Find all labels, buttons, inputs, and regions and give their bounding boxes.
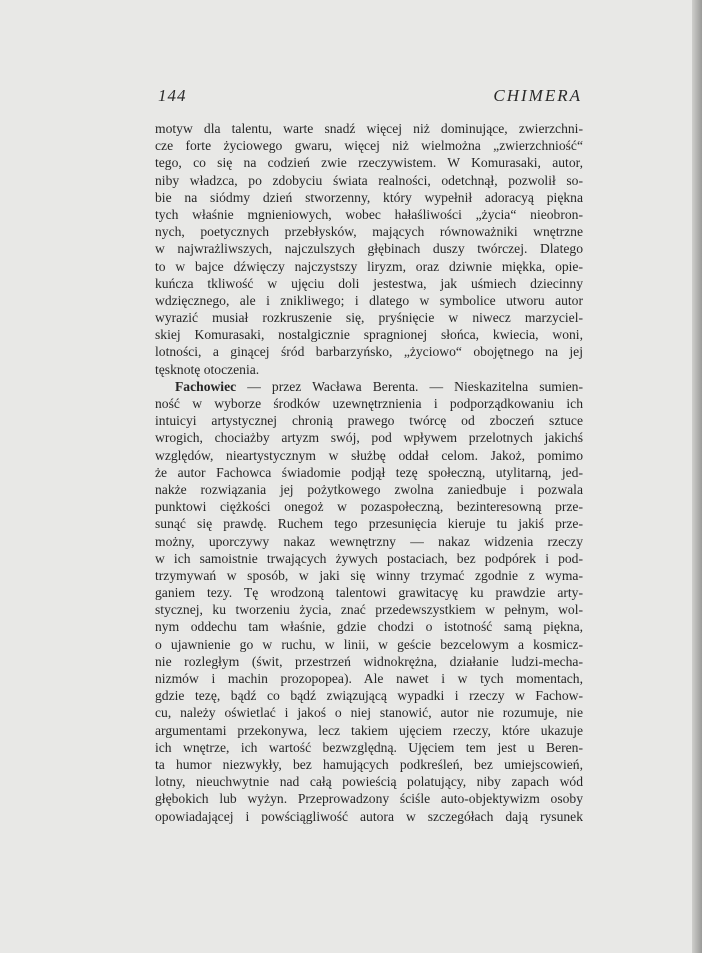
text-line bbox=[155, 584, 583, 601]
text-line-content: wrogich, chociażby artyzm swój, pod wpływem przelotnych jakichś bbox=[155, 430, 583, 446]
text-line-content: — przez Wacława Berenta. — Nieskazitelna sumien- bbox=[236, 378, 583, 394]
text-line-content: wdzięcznego, ale i znikliwego; i dlatego w symbolice utworu autor bbox=[155, 292, 583, 308]
text-line bbox=[155, 361, 583, 378]
text-line bbox=[155, 189, 583, 206]
text-line bbox=[155, 739, 583, 756]
text-line-content: tego, co się na codzień zwie rzeczywistem. W Komurasaki, autor, bbox=[155, 155, 583, 171]
text-line-content: nizmów i machin prozopopea). Ale nawet i w tych momentach, bbox=[155, 671, 583, 686]
section-lead: Fachowiec bbox=[175, 378, 237, 394]
text-line-content: trzymywań w sposób, w jaki się winny trzymać zgodnie z wyma- bbox=[155, 567, 583, 583]
text-line-content: ta humor niezwykły, bez hamujących podkreśleń, bez umiejscowień, bbox=[155, 756, 583, 772]
text-line-content: to w bajce dźwięczy najczystszy liryzm, oraz dziwnie miękka, opie- bbox=[155, 258, 583, 274]
text-line-content: ność w wyborze środków uzewnętrznienia i podporządkowaniu ich bbox=[155, 396, 583, 411]
text-line bbox=[155, 790, 583, 807]
text-line-content: argumentami przekonywa, lecz takiem ujęciem rzeczy, które ukazuje bbox=[155, 722, 583, 738]
text-line-content: tych właśnie mgnieniowych, wobec hałaśliwości „życia“ nieobron- bbox=[155, 206, 583, 222]
text-line bbox=[155, 326, 583, 343]
text-line bbox=[155, 481, 583, 498]
text-line bbox=[155, 412, 583, 429]
text-line-content: tęsknotę otoczenia. bbox=[155, 361, 260, 377]
text-line-content: że autor Fachowca świadomie podjął tezę społeczną, utylitarną, jed- bbox=[155, 464, 583, 480]
text-line bbox=[155, 378, 583, 395]
text-line-content: nakże rozwiązania jej pożytkowego zwolna zaniedbuje i pozwala bbox=[155, 481, 583, 497]
text-line bbox=[155, 240, 583, 257]
text-line-content: cu, należy oświetlać i jakoś o niej stanowić, autor nie rozumuje, nie bbox=[155, 705, 583, 721]
text-line bbox=[155, 567, 583, 584]
text-line bbox=[155, 515, 583, 532]
text-line bbox=[155, 275, 583, 292]
text-line-content: opowiadającej i powściągliwość autora w szczegółach dają rysunek bbox=[155, 808, 583, 824]
text-line bbox=[155, 773, 583, 790]
text-line bbox=[155, 533, 583, 550]
text-line-content: w najwrażliwszych, najczulszych głębinach duszy twórczej. Dlatego bbox=[155, 241, 583, 257]
page-edge-shadow bbox=[692, 0, 702, 953]
text-line bbox=[155, 808, 583, 825]
text-line bbox=[155, 653, 583, 670]
text-line-content: motyw dla talentu, warte snadź więcej niż dominujące, zwierzchni- bbox=[155, 121, 583, 136]
text-line bbox=[155, 309, 583, 326]
text-line bbox=[155, 636, 583, 653]
text-line-content: o ujawnienie go w ruchu, w linii, w geście bezcelowym a kosmicz- bbox=[155, 636, 583, 652]
text-line-content: stycznej, ku tworzeniu życia, znać przedewszystkiem w pełnym, wol- bbox=[155, 602, 583, 618]
text-line bbox=[155, 601, 583, 618]
text-line bbox=[155, 756, 583, 773]
text-line bbox=[155, 687, 583, 704]
text-line-content: ganiem tezy. Tę wrodzoną talentowi grawitacyę ku prawdzie arty- bbox=[155, 585, 583, 601]
text-line bbox=[155, 618, 583, 635]
text-line-content: kuńcza tkliwość w ujęciu doli jestestwa, jak uśmiech dziecinny bbox=[155, 275, 583, 291]
text-line-content: ich wnętrze, ich wartość bezwzględną. Ujęciem tem jest u Beren- bbox=[155, 739, 583, 755]
text-line bbox=[155, 395, 583, 412]
text-line-content: wyrazić musiał rozkruszenie się, pryśnięcie w niwecz marzyciel- bbox=[155, 310, 583, 326]
text-line bbox=[155, 292, 583, 309]
text-line-content: cze forte życiowego gwaru, więcej niż wielmożna „zwierzchniość“ bbox=[155, 138, 583, 154]
text-line-content: możny, uporczywy nakaz wewnętrzny — nakaz widzenia rzeczy bbox=[155, 533, 583, 549]
text-line bbox=[155, 137, 583, 154]
text-line bbox=[155, 464, 583, 481]
text-line-content: skiej Komurasaki, nostalgicznie spragnionej słońca, kwiecia, woni, bbox=[155, 327, 583, 343]
text-line bbox=[155, 223, 583, 240]
text-line-content: nym oddechu tam właśnie, gdzie chodzi o istotność samą piękna, bbox=[155, 619, 583, 635]
text-line-content: w ich samoistnie trwających żywych postaciach, bez podpórek i pod- bbox=[155, 550, 583, 566]
text-line-content: bie na siódmy dzień stworzenny, który wypełnił adoracyą piękna bbox=[155, 189, 583, 205]
text-line-content: intuicyi artystycznej chronią prawego twórcę od zboczeń sztuce bbox=[155, 413, 583, 429]
text-line bbox=[155, 550, 583, 567]
text-line bbox=[155, 120, 583, 137]
text-line bbox=[155, 722, 583, 739]
body-text bbox=[155, 120, 583, 825]
text-line-content: nych, poetycznych przebłysków, mających równoważniki wnętrzne bbox=[155, 224, 583, 240]
text-line-content: lotności, a ginącej śród barbarzyńsko, „życiowo“ obojętnego na jej bbox=[155, 344, 583, 360]
running-title: CHIMERA bbox=[493, 86, 582, 105]
text-line bbox=[155, 343, 583, 360]
text-line bbox=[155, 206, 583, 223]
text-line bbox=[155, 498, 583, 515]
text-line-content: gdzie tezę, bądź co bądź związującą wypadki i rzeczy w Fachow- bbox=[155, 688, 583, 704]
text-line bbox=[155, 429, 583, 446]
text-line-content: punktowi ciężkości onegoż w pozaspołeczną, bezinteresowną prze- bbox=[155, 499, 583, 515]
text-line-content: nie rozległym (świt, przestrzeń widnokrężna, działanie ludzi-mecha- bbox=[155, 653, 583, 669]
text-line bbox=[155, 670, 583, 687]
text-line bbox=[155, 447, 583, 464]
text-line-content: głębokich lub wyżyn. Przeprowadzony ściśle auto-objektywizm osoby bbox=[155, 791, 583, 807]
text-line bbox=[155, 154, 583, 171]
text-line-content: sunąć się prawdę. Ruchem tego przesunięcia kieruje tu jakiś prze- bbox=[155, 516, 583, 532]
page-number: 144 bbox=[158, 86, 187, 105]
text-line bbox=[155, 172, 583, 189]
text-line-content: względów, nieartystycznym w służbę oddał celom. Jakoż, pomimo bbox=[155, 447, 583, 463]
text-line-content: lotny, nieuchwytnie nad całą powieścią polatujący, niby zapach wód bbox=[155, 774, 583, 790]
text-line bbox=[155, 258, 583, 275]
text-line bbox=[155, 704, 583, 721]
page-header bbox=[158, 86, 582, 110]
text-line-content: niby władzca, po zdobyciu świata realności, odetchnął, pozwolił so- bbox=[155, 172, 583, 188]
